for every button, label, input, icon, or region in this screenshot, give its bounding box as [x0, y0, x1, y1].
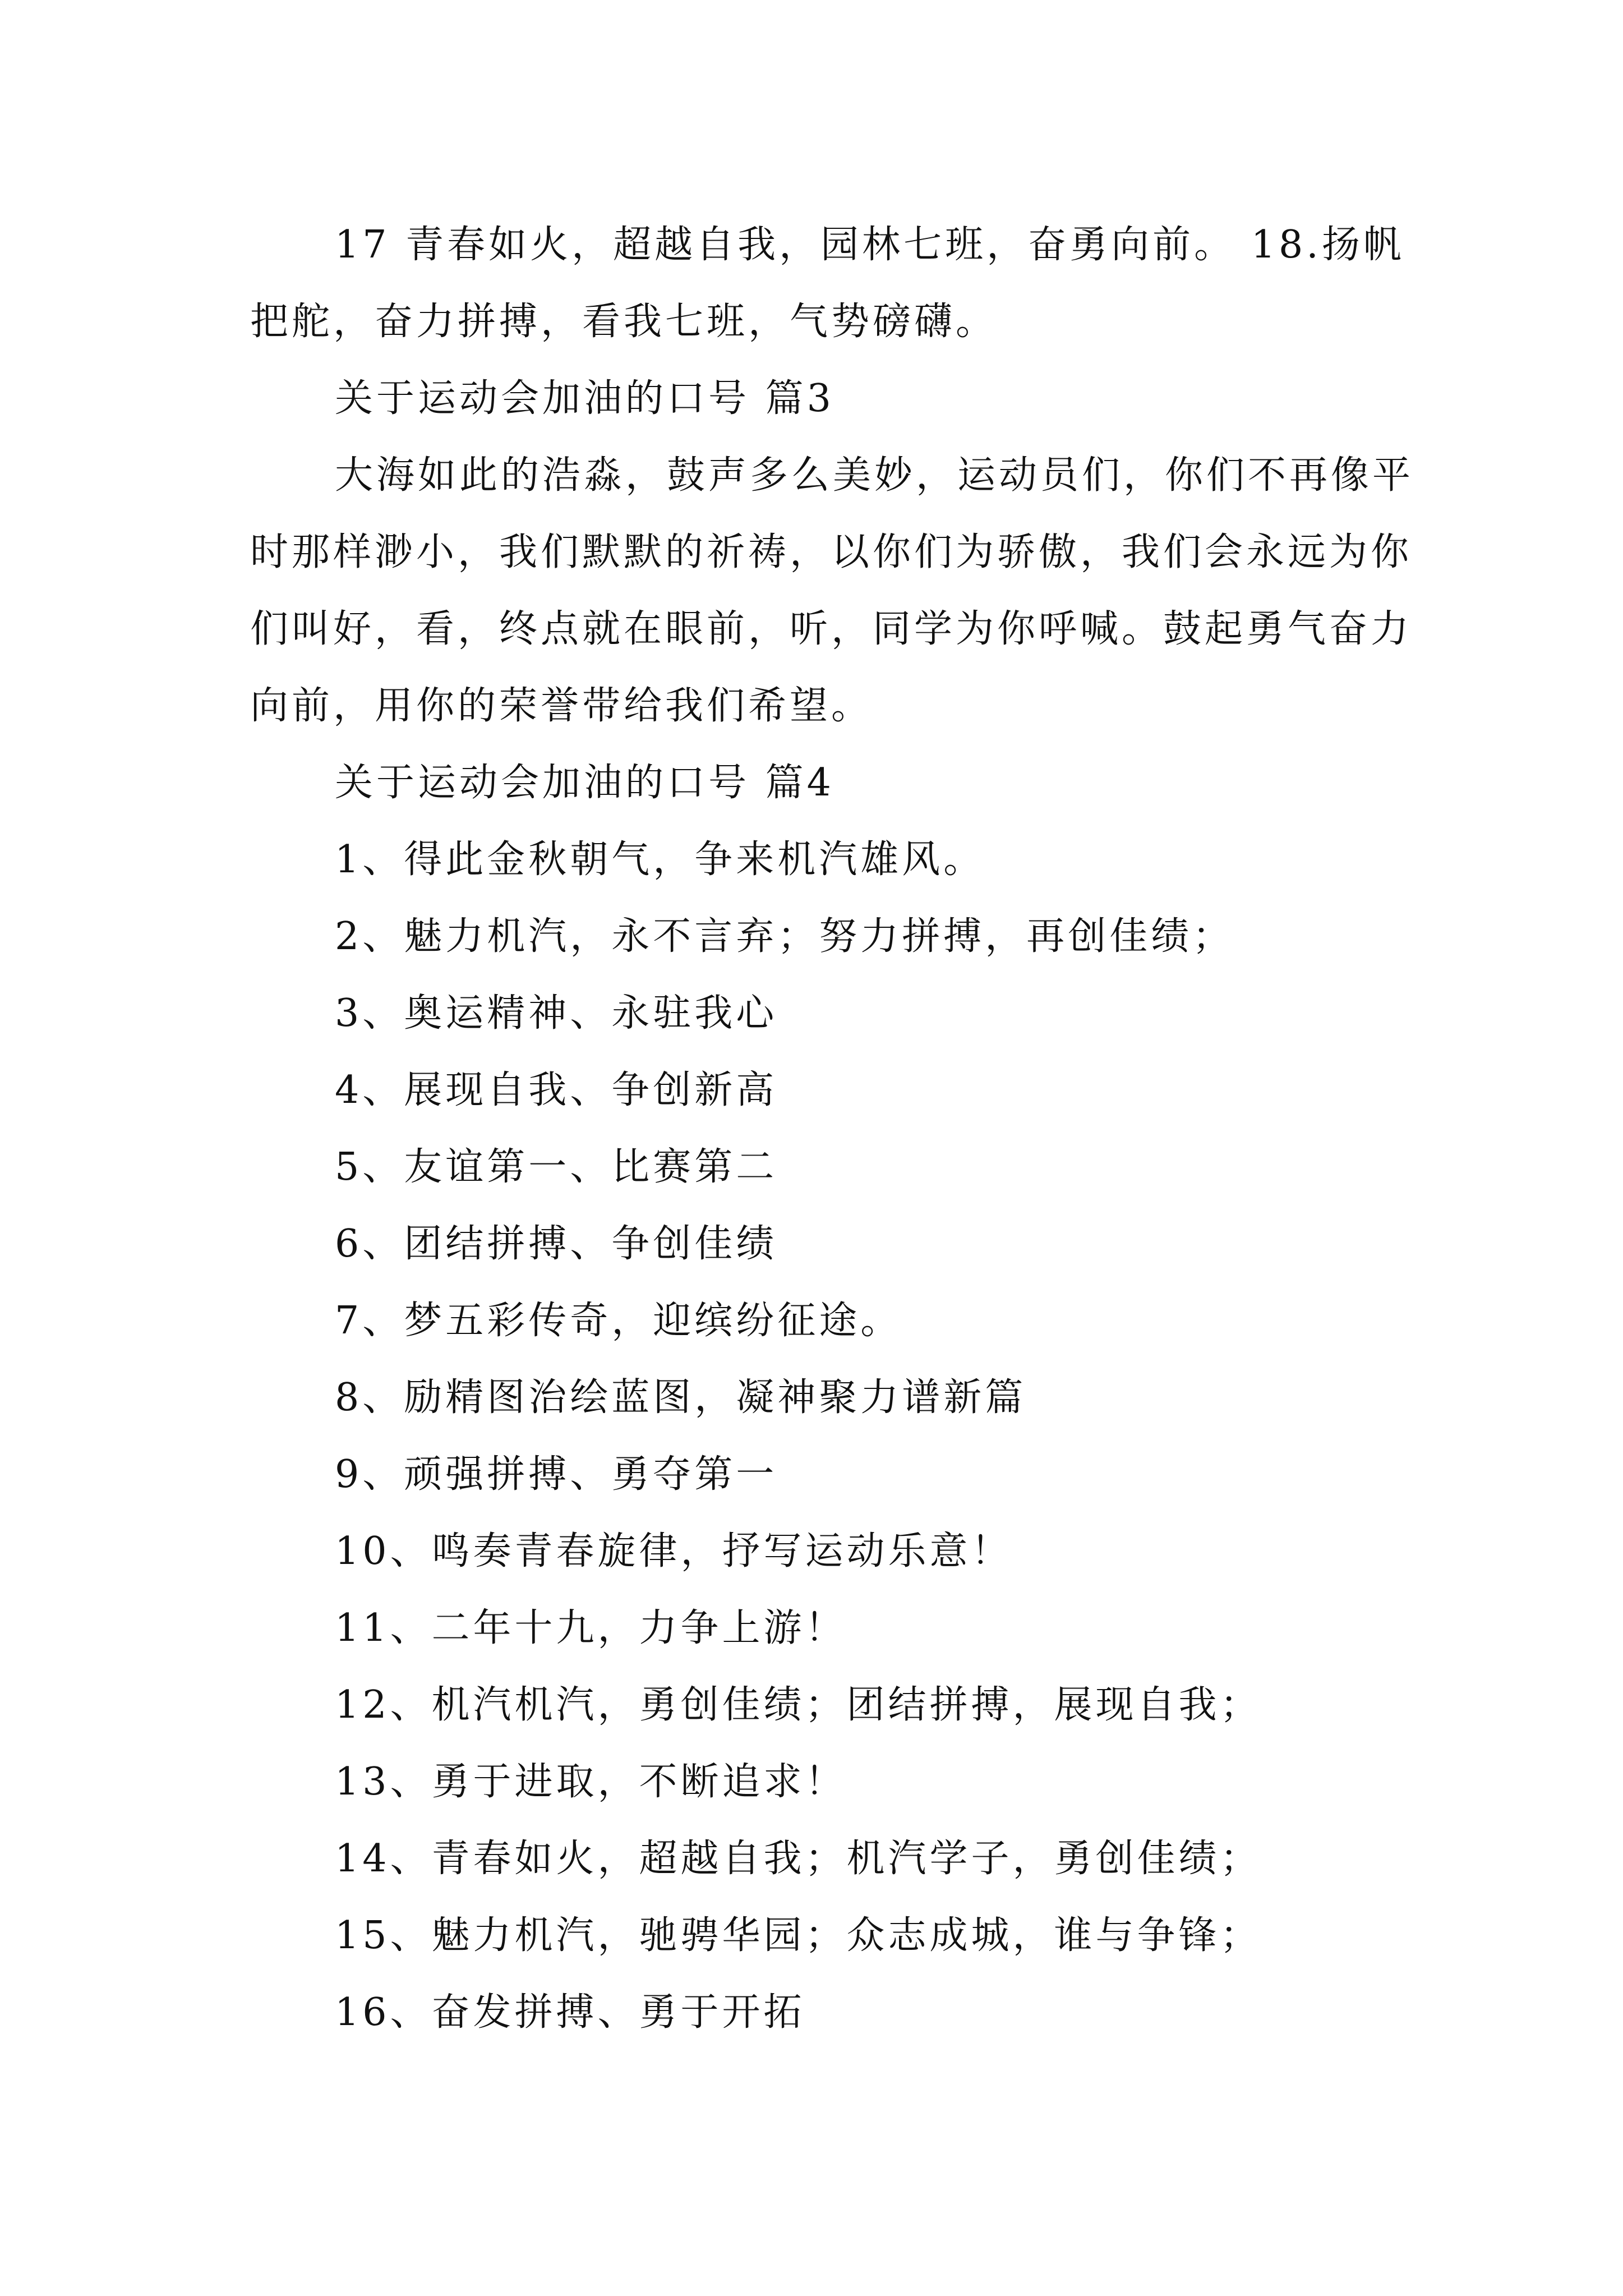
list-item: 11、二年十九，力争上游！ — [335, 1606, 847, 1650]
list-item: 12、机汽机汽，勇创佳绩；团结拼搏，展现自我； — [335, 1683, 1262, 1727]
list-item: 5、友谊第一、比赛第二 — [335, 1145, 778, 1189]
list-item: 1、得此金秋朝气，争来机汽雄风。 — [335, 838, 985, 882]
list-item: 4、展现自我、争创新高 — [335, 1068, 778, 1112]
list-item: 6、团结拼搏、争创佳绩 — [335, 1222, 778, 1266]
list-item: 13、勇于进取，不断追求！ — [335, 1760, 847, 1804]
list-item: 3、奥运精神、永驻我心 — [335, 991, 778, 1036]
section-heading-4: 关于运动会加油的口号 篇4 — [335, 761, 834, 805]
slogan-list — [250, 821, 1439, 2051]
list-item: 8、励精图治绘蓝图，凝神聚力谱新篇 — [335, 1375, 1027, 1420]
intro-paragraph: 17 青春如火，超越自我，园林七班，奋勇向前。 18.扬帆把舵，奋力拼搏，看我七班，气势磅礴。 — [250, 223, 1405, 344]
document-body — [250, 206, 1439, 2051]
list-item: 16、奋发拼搏、勇于开拓 — [335, 1990, 805, 2035]
list-item: 14、青春如火，超越自我；机汽学子，勇创佳绩； — [335, 1837, 1262, 1881]
list-item: 15、魅力机汽，驰骋华园；众志成城，谁与争锋； — [335, 1913, 1262, 1958]
section-paragraph-3: 大海如此的浩淼，鼓声多么美妙，运动员们，你们不再像平时那样渺小，我们默默的祈祷，以你们为骄傲，我们会永远为你们叫好，看，终点就在眼前，听，同学为你呼喊。鼓起勇气奋力向前，用你的荣誉带给我们希望。 — [250, 453, 1414, 728]
list-item: 10、鸣奏青春旋律，抒写运动乐意！ — [335, 1529, 1013, 1573]
list-item: 7、梦五彩传奇，迎缤纷征途。 — [335, 1299, 902, 1343]
list-item: 2、魅力机汽，永不言弃；努力拼搏，再创佳绩； — [335, 914, 1234, 959]
section-heading-3: 关于运动会加油的口号 篇3 — [335, 376, 834, 421]
list-item: 9、顽强拼搏、勇夺第一 — [335, 1452, 778, 1497]
